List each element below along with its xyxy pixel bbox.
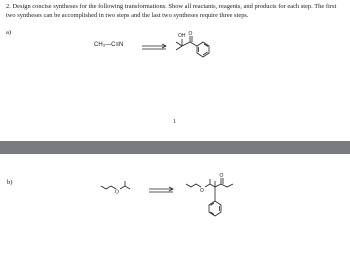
page-number: 1 — [173, 119, 176, 125]
reaction-arrow-a — [142, 44, 168, 52]
reaction-arrow-b — [149, 187, 175, 195]
problem-statement: 2. Design concise syntheses for the following transformations. Show all reactants, reagents, and products for each step. The first two syntheses can be accomplished in two steps and the last two syntheses require three steps. — [6, 3, 337, 19]
ether-oxygen-label: O — [115, 189, 119, 196]
acetonitrile-formula: CH₃—C≡N — [94, 42, 124, 48]
carbonyl-oxygen-label: O — [188, 31, 193, 37]
part-b-label: b) — [7, 179, 13, 186]
product-a-structure — [172, 30, 220, 62]
part-a-label: a) — [6, 29, 12, 36]
starting-ether-structure — [99, 178, 139, 196]
hydroxyl-label: OH — [178, 33, 186, 39]
product-b-structure — [184, 175, 246, 227]
page-divider — [0, 141, 350, 154]
product-carbonyl-oxygen-label: O — [219, 173, 224, 179]
product-ether-oxygen-label: O — [200, 188, 204, 194]
